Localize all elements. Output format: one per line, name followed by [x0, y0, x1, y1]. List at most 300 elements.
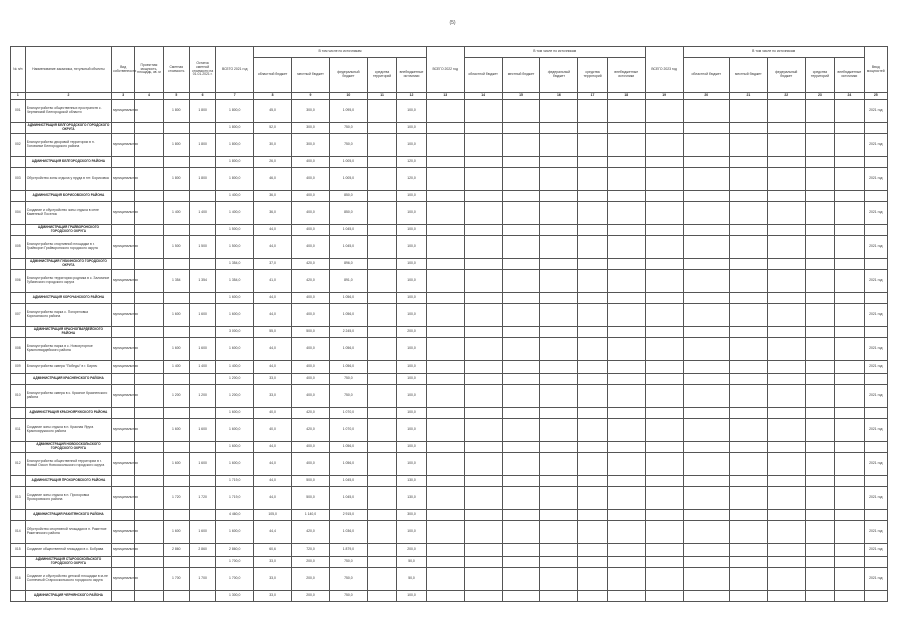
regional-cell: 30,0 — [254, 134, 292, 157]
object-name: Благоустройство общественной территории в г. Новый Оскол Новооскольского городского округа — [25, 453, 111, 476]
object-name: Создание и обустройство зоны отдыха в селе Каменный Поселок — [25, 202, 111, 225]
local-cell: 200,0 — [292, 591, 330, 602]
empty-cell — [426, 374, 464, 385]
empty-cell — [540, 453, 578, 476]
empty-cell — [767, 202, 805, 225]
estimate-cell: 1 700 — [163, 568, 189, 591]
empty-cell — [683, 557, 729, 568]
empty-cell — [729, 202, 767, 225]
remaining-cell: 1 600 — [189, 453, 215, 476]
regional-cell: 40,0 — [254, 408, 292, 419]
local-cell: 400,0 — [292, 191, 330, 202]
empty-cell — [767, 293, 805, 304]
empty-cell — [683, 123, 729, 134]
empty-cell — [607, 304, 645, 327]
administration-total-row — [11, 259, 888, 270]
empty-cell — [729, 259, 767, 270]
empty-cell — [578, 385, 607, 408]
local-cell: 400,0 — [292, 293, 330, 304]
col-number: 8 — [254, 93, 292, 100]
empty-cell — [645, 225, 683, 236]
empty-cell — [683, 544, 729, 557]
empty-cell — [464, 568, 502, 591]
empty-cell — [163, 157, 189, 168]
deadline-cell: 2021 год — [864, 338, 887, 361]
local-cell: 420,0 — [292, 521, 330, 544]
empty-cell — [426, 191, 464, 202]
row-no-cell — [11, 476, 26, 487]
src-regional-header: областной бюджет — [683, 58, 729, 93]
empty-cell — [683, 168, 729, 191]
empty-cell — [540, 338, 578, 361]
empty-cell — [767, 408, 805, 419]
ownership-type-cell: муниципальная — [112, 544, 135, 557]
empty-cell — [502, 338, 540, 361]
administration-name: АДМИНИСТРАЦИЯ РАКИТЯНСКОГО РАЙОНА — [25, 510, 111, 521]
col-number: 5 — [163, 93, 189, 100]
empty-cell — [805, 270, 834, 293]
regional-cell: 33,0 — [254, 385, 292, 408]
total-2021-cell: 1 700,0 — [216, 568, 254, 591]
deadline-cell: 2021 год — [864, 168, 887, 191]
total-2021-cell: 1 354,0 — [216, 270, 254, 293]
sources-2021-header: В том числе по источникам — [254, 47, 427, 58]
total-2021-cell: 1 400,0 — [216, 202, 254, 225]
empty-cell — [578, 134, 607, 157]
empty-cell — [645, 270, 683, 293]
empty-cell — [607, 419, 645, 442]
remaining-cell: 1 800 — [189, 134, 215, 157]
src-local-header: местный бюджет — [729, 58, 767, 93]
empty-cell — [683, 374, 729, 385]
row-no-cell: 004 — [11, 202, 26, 225]
extrabudget-cell: 200,0 — [397, 327, 426, 338]
empty-cell — [502, 487, 540, 510]
empty-cell — [464, 270, 502, 293]
empty-cell — [502, 270, 540, 293]
empty-cell — [112, 557, 135, 568]
object-row — [11, 304, 888, 327]
empty-cell — [502, 361, 540, 374]
local-cell: 400,0 — [292, 202, 330, 225]
empty-cell — [767, 442, 805, 453]
empty-cell — [112, 157, 135, 168]
empty-cell — [502, 453, 540, 476]
empty-cell — [464, 225, 502, 236]
empty-cell — [426, 202, 464, 225]
empty-cell — [767, 134, 805, 157]
row-no-cell: 011 — [11, 419, 26, 442]
empty-cell — [540, 293, 578, 304]
empty-cell — [645, 259, 683, 270]
empty-cell — [607, 168, 645, 191]
empty-cell — [805, 168, 834, 191]
total-2021-cell: 1 200,0 — [216, 374, 254, 385]
empty-cell — [729, 168, 767, 191]
total-2021-cell: 1 600,0 — [216, 521, 254, 544]
local-cell: 400,0 — [292, 304, 330, 327]
empty-cell — [464, 385, 502, 408]
empty-cell — [112, 123, 135, 134]
col-type-header: Вид собственности — [112, 47, 135, 93]
empty-cell — [578, 338, 607, 361]
col-number: 22 — [767, 93, 805, 100]
row-no-cell — [11, 123, 26, 134]
object-row — [11, 385, 888, 408]
territory-cell — [367, 338, 396, 361]
administration-name: АДМИНИСТРАЦИЯ ГУБКИНСКОГО ГОРОДСКОГО ОКРУГА — [25, 259, 111, 270]
estimate-cell: 1 600 — [163, 304, 189, 327]
src-federal-header: федеральный бюджет — [767, 58, 805, 93]
territory-cell — [367, 123, 396, 134]
extrabudget-cell: 100,0 — [397, 100, 426, 123]
empty-cell — [835, 123, 864, 134]
empty-cell — [426, 304, 464, 327]
empty-cell — [729, 374, 767, 385]
empty-cell — [112, 191, 135, 202]
empty-cell — [464, 338, 502, 361]
empty-cell — [502, 374, 540, 385]
extrabudget-cell: 100,0 — [397, 202, 426, 225]
empty-cell — [112, 259, 135, 270]
empty-cell — [502, 568, 540, 591]
empty-cell — [464, 100, 502, 123]
empty-cell — [835, 270, 864, 293]
deadline-cell: 2021 год — [864, 361, 887, 374]
empty-cell — [578, 487, 607, 510]
row-no-cell: 013 — [11, 487, 26, 510]
regional-cell: 44,0 — [254, 236, 292, 259]
empty-cell — [540, 521, 578, 544]
empty-cell — [578, 591, 607, 602]
row-no-cell: 008 — [11, 338, 26, 361]
empty-cell — [729, 157, 767, 168]
federal-cell: 1 036,0 — [329, 521, 367, 544]
src-territory-header: средства территорий — [578, 58, 607, 93]
federal-cell: 1 070,0 — [329, 408, 367, 419]
col-number: 1 — [11, 93, 26, 100]
empty-cell — [540, 385, 578, 408]
empty-cell — [464, 442, 502, 453]
local-cell: 400,0 — [292, 225, 330, 236]
ownership-type-cell: муниципальная — [112, 521, 135, 544]
extrabudget-cell: 100,0 — [397, 293, 426, 304]
local-cell: 200,0 — [292, 557, 330, 568]
col-number: 15 — [502, 93, 540, 100]
administration-total-row — [11, 591, 888, 602]
empty-cell — [607, 557, 645, 568]
ownership-type-cell: муниципальная — [112, 419, 135, 442]
empty-cell — [540, 270, 578, 293]
capacity-cell — [135, 236, 163, 259]
empty-cell — [607, 236, 645, 259]
empty-cell — [163, 442, 189, 453]
empty-cell — [578, 157, 607, 168]
territory-cell — [367, 259, 396, 270]
deadline-cell: 2021 год — [864, 270, 887, 293]
object-row — [11, 134, 888, 157]
empty-cell — [729, 134, 767, 157]
empty-cell — [729, 453, 767, 476]
estimate-cell: 1 600 — [163, 338, 189, 361]
empty-cell — [767, 338, 805, 361]
col-number: 6 — [189, 93, 215, 100]
empty-cell — [767, 100, 805, 123]
empty-cell — [426, 270, 464, 293]
empty-cell — [578, 557, 607, 568]
empty-cell — [135, 591, 163, 602]
capacity-cell — [135, 453, 163, 476]
empty-cell — [578, 123, 607, 134]
empty-cell — [683, 487, 729, 510]
object-row — [11, 487, 888, 510]
object-row — [11, 453, 888, 476]
ownership-type-cell: муниципальная — [112, 361, 135, 374]
row-no-cell: 002 — [11, 134, 26, 157]
estimate-cell: 1 400 — [163, 202, 189, 225]
empty-cell — [540, 168, 578, 191]
regional-cell: 52,0 — [254, 123, 292, 134]
empty-cell — [540, 123, 578, 134]
territory-cell — [367, 510, 396, 521]
object-name: Благоустройство сквера "Победы" в г. Бирюч — [25, 361, 111, 374]
empty-cell — [426, 591, 464, 602]
src-local-header: местный бюджет — [502, 58, 540, 93]
federal-cell: 1 045,0 — [329, 236, 367, 259]
federal-cell: 896,0 — [329, 259, 367, 270]
empty-cell — [426, 293, 464, 304]
empty-cell — [540, 591, 578, 602]
deadline-cell: 2021 год — [864, 236, 887, 259]
extrabudget-cell: 100,0 — [397, 521, 426, 544]
col-number: 23 — [805, 93, 834, 100]
administration-total-row — [11, 225, 888, 236]
federal-cell: 850,0 — [329, 202, 367, 225]
federal-cell: 1 005,0 — [329, 157, 367, 168]
ownership-type-cell: муниципальная — [112, 202, 135, 225]
local-cell: 420,0 — [292, 408, 330, 419]
empty-cell — [112, 510, 135, 521]
empty-cell — [189, 327, 215, 338]
territory-cell — [367, 385, 396, 408]
empty-cell — [805, 544, 834, 557]
col-total-2022-header: ВСЕГО 2022 год — [426, 47, 464, 93]
regional-cell: 44,0 — [254, 442, 292, 453]
empty-cell — [540, 225, 578, 236]
empty-cell — [835, 476, 864, 487]
col-number: 19 — [645, 93, 683, 100]
empty-cell — [729, 521, 767, 544]
administration-total-row — [11, 476, 888, 487]
empty-cell — [805, 385, 834, 408]
object-name: Благоустройство общественных пространств с. Чернянский Белгородской области — [25, 100, 111, 123]
empty-cell — [729, 327, 767, 338]
empty-cell — [683, 453, 729, 476]
empty-cell — [163, 476, 189, 487]
empty-cell — [540, 361, 578, 374]
deadline-cell: 2021 год — [864, 487, 887, 510]
local-cell: 400,0 — [292, 442, 330, 453]
local-cell: 400,0 — [292, 168, 330, 191]
empty-cell — [607, 338, 645, 361]
empty-cell — [502, 202, 540, 225]
empty-cell — [645, 327, 683, 338]
col-total-2021-header: ВСЕГО 2021 год — [216, 47, 254, 93]
empty-cell — [767, 521, 805, 544]
empty-cell — [426, 100, 464, 123]
object-row — [11, 361, 888, 374]
administration-name: АДМИНИСТРАЦИЯ ПРОХОРОВСКОГО РАЙОНА — [25, 476, 111, 487]
empty-cell — [864, 510, 887, 521]
empty-cell — [135, 259, 163, 270]
row-no-cell — [11, 510, 26, 521]
src-territory-header: средства территорий — [805, 58, 834, 93]
administration-name: АДМИНИСТРАЦИЯ КРАСНОЯРУЖСКОГО РАЙОНА — [25, 408, 111, 419]
empty-cell — [805, 123, 834, 134]
empty-cell — [864, 442, 887, 453]
regional-cell: 44,0 — [254, 361, 292, 374]
empty-cell — [645, 157, 683, 168]
administration-name: АДМИНИСТРАЦИЯ КРАСНОГВАРДЕЙСКОГО РАЙОНА — [25, 327, 111, 338]
extrabudget-cell: 120,0 — [397, 168, 426, 191]
federal-cell: 750,0 — [329, 123, 367, 134]
row-no-cell: 014 — [11, 521, 26, 544]
col-deadline-header: Ввод мощностей — [864, 47, 887, 93]
empty-cell — [729, 544, 767, 557]
empty-cell — [426, 338, 464, 361]
empty-cell — [729, 123, 767, 134]
regional-cell: 44,0 — [254, 225, 292, 236]
capacity-cell — [135, 544, 163, 557]
empty-cell — [645, 236, 683, 259]
object-row — [11, 419, 888, 442]
empty-cell — [729, 270, 767, 293]
extrabudget-cell: 100,0 — [397, 591, 426, 602]
col-number: 16 — [540, 93, 578, 100]
empty-cell — [767, 225, 805, 236]
local-cell: 300,0 — [292, 100, 330, 123]
empty-cell — [767, 157, 805, 168]
empty-cell — [835, 100, 864, 123]
extrabudget-cell: 100,0 — [397, 259, 426, 270]
empty-cell — [767, 591, 805, 602]
extrabudget-cell: 100,0 — [397, 123, 426, 134]
object-row — [11, 100, 888, 123]
regional-cell: 44,0 — [254, 476, 292, 487]
total-2021-cell: 1 354,0 — [216, 259, 254, 270]
empty-cell — [645, 293, 683, 304]
empty-cell — [805, 327, 834, 338]
empty-cell — [540, 236, 578, 259]
regional-cell: 40,0 — [254, 419, 292, 442]
empty-cell — [464, 236, 502, 259]
local-cell: 720,0 — [292, 544, 330, 557]
empty-cell — [163, 259, 189, 270]
ownership-type-cell: муниципальная — [112, 338, 135, 361]
local-cell: 1 140,0 — [292, 510, 330, 521]
empty-cell — [163, 374, 189, 385]
empty-cell — [805, 191, 834, 202]
remaining-cell: 1 800 — [189, 100, 215, 123]
row-no-cell — [11, 293, 26, 304]
empty-cell — [729, 419, 767, 442]
src-extrabudget-header: внебюджетные источники — [607, 58, 645, 93]
empty-cell — [540, 100, 578, 123]
federal-cell: 1 056,0 — [329, 361, 367, 374]
empty-cell — [767, 419, 805, 442]
empty-cell — [189, 442, 215, 453]
empty-cell — [426, 259, 464, 270]
administration-total-row — [11, 123, 888, 134]
empty-cell — [729, 225, 767, 236]
src-regional-header: областной бюджет — [254, 58, 292, 93]
estimate-cell: 1 800 — [163, 100, 189, 123]
regional-cell: 36,0 — [254, 202, 292, 225]
empty-cell — [464, 591, 502, 602]
empty-cell — [464, 476, 502, 487]
local-cell: 420,0 — [292, 270, 330, 293]
empty-cell — [805, 591, 834, 602]
deadline-cell: 2021 год — [864, 419, 887, 442]
empty-cell — [835, 293, 864, 304]
row-no-cell: 001 — [11, 100, 26, 123]
empty-cell — [805, 202, 834, 225]
empty-cell — [767, 191, 805, 202]
empty-cell — [835, 544, 864, 557]
empty-cell — [163, 591, 189, 602]
empty-cell — [464, 168, 502, 191]
empty-cell — [729, 591, 767, 602]
total-2021-cell: 1 719,0 — [216, 487, 254, 510]
empty-cell — [112, 442, 135, 453]
empty-cell — [464, 123, 502, 134]
src-regional-header: областной бюджет — [464, 58, 502, 93]
empty-cell — [502, 225, 540, 236]
empty-cell — [578, 327, 607, 338]
row-no-cell — [11, 225, 26, 236]
empty-cell — [578, 419, 607, 442]
ownership-type-cell: муниципальная — [112, 134, 135, 157]
deadline-cell: 2021 год — [864, 453, 887, 476]
empty-cell — [835, 202, 864, 225]
empty-cell — [805, 304, 834, 327]
total-2021-cell: 1 600,0 — [216, 293, 254, 304]
empty-cell — [426, 453, 464, 476]
deadline-cell: 2021 год — [864, 385, 887, 408]
federal-cell: 750,0 — [329, 591, 367, 602]
territory-cell — [367, 361, 396, 374]
empty-cell — [864, 259, 887, 270]
empty-cell — [464, 487, 502, 510]
empty-cell — [426, 236, 464, 259]
estimate-cell: 1 800 — [163, 168, 189, 191]
empty-cell — [835, 236, 864, 259]
col-number: 4 — [135, 93, 163, 100]
empty-cell — [464, 327, 502, 338]
total-2021-cell: 1 600,0 — [216, 304, 254, 327]
empty-cell — [607, 157, 645, 168]
extrabudget-cell: 130,0 — [397, 487, 426, 510]
empty-cell — [835, 304, 864, 327]
regional-cell: 44,0 — [254, 487, 292, 510]
empty-cell — [426, 385, 464, 408]
federal-cell: 750,0 — [329, 568, 367, 591]
empty-cell — [767, 476, 805, 487]
empty-cell — [607, 453, 645, 476]
src-federal-header: федеральный бюджет — [329, 58, 367, 93]
empty-cell — [189, 191, 215, 202]
object-name: Благоустройство дворовой территории в п. Голованье Белгородского района — [25, 134, 111, 157]
